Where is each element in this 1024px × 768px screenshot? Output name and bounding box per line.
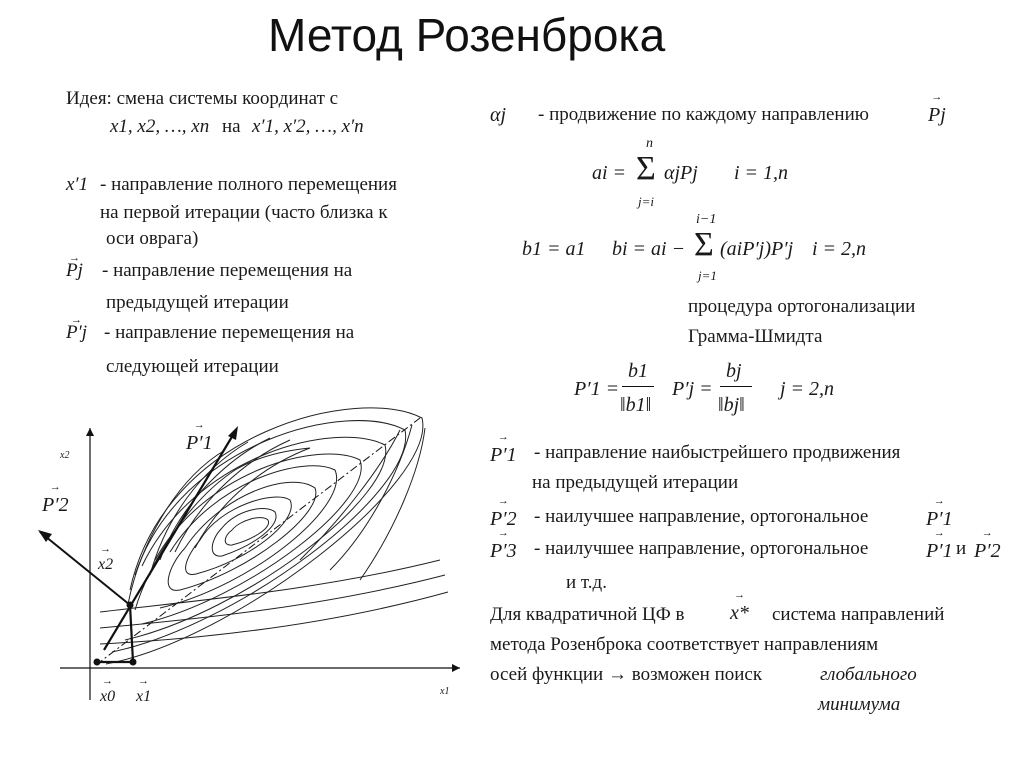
formula-a-range: i = 1,n [734,162,789,184]
final-2: метода Розенброка соответствует направлениям [490,634,879,655]
norm-p1-num: b1 [628,360,648,382]
final-3b: глобального [820,664,917,685]
x1prime-desc-1: - направление полного перемещения [100,174,397,195]
final-1b: → x* [730,602,749,625]
label-x0: → x0 [100,688,115,706]
axis-x-label: x1 [440,686,450,697]
norm-pj-num: bj [726,360,742,382]
label-p2: → P′2 [42,494,69,517]
pjprime-desc-1: - направление перемещения на [104,322,355,343]
etc: и т.д. [566,572,607,593]
formula-a-term: αjPj [664,162,698,184]
final-1c: система направлений [772,604,945,625]
norm-p1-fracbar [622,386,654,387]
x1prime-symbol: x′1 [66,174,89,195]
formula-bi-lhs: bi = ai − [612,238,686,260]
p2-symbol: → P′2 [490,508,517,531]
alpha-symbol: αj [490,104,507,126]
norm-p1-den: ‖b1‖ [620,394,652,416]
p1-arrowhead [228,426,238,440]
norm-pj-fracbar [720,386,752,387]
final-3a: осей функции → возможен поиск [490,664,763,685]
formula-a-lhs: ai = [592,162,627,184]
point-x1 [130,659,137,666]
final-4: минимума [818,694,901,715]
p1-desc-2: на предыдущей итерации [532,472,739,493]
pj-symbol: → Pj [66,260,83,282]
point-x2 [127,602,134,609]
pj-desc-1: - направление перемещения на [102,260,353,281]
p2-ref: → P′1 [926,508,953,531]
p3-ref1: → P′1 [926,540,953,563]
p3-ref2: → P′2 [974,540,1001,563]
contour-lines [100,408,448,664]
p2-vector [40,532,130,605]
norm-pj-lhs: P′j = [672,378,713,400]
x1prime-desc-2: на первой итерации (часто близка к [100,202,388,223]
p2-desc: - наилучшее направление, ортогональное [534,506,869,527]
idea-vars-to: x′1, x′2, …, x′n [252,116,364,137]
y-axis-arrow [86,428,94,436]
alpha-desc: - продвижение по каждому направлению [538,104,869,125]
formula-a-sum-top: n [646,136,653,151]
label-x2: → x2 [98,556,113,574]
pjprime-desc-2: следующей итерации [106,356,279,377]
axis-y-label: x2 [60,450,70,461]
p1-vector [104,430,236,650]
norm-range: j = 2,n [780,378,835,400]
pj-desc-2: предыдущей итерации [106,292,289,313]
x-axis-arrow [452,664,460,672]
p3-symbol: → P′3 [490,540,517,563]
valley-axis-line [96,418,420,665]
formula-a-sum-bot: j=i [638,194,654,209]
norm-p1-lhs: P′1 = [574,378,620,400]
formula-bi-sum: Σ [694,226,714,263]
idea-line: Идея: смена системы координат с [66,88,339,109]
label-p1: → P′1 [186,432,213,455]
label-x1: → x1 [136,688,151,706]
formula-bi-range: i = 2,n [812,238,867,260]
point-x0 [94,659,101,666]
x1prime-desc-3: оси оврага) [106,228,199,249]
gs-line-1: процедура ортогонализации [688,296,916,317]
idea-vars-from: x1, x2, …, xn [110,116,210,137]
formula-bi-sum-bot: j=1 [698,268,717,283]
gs-line-2: Грамма-Шмидта [688,326,823,347]
norm-pj-den: ‖bj‖ [718,394,745,416]
formula-bi-term: (aiP′j)P′j [720,238,794,260]
formula-bi-sum-top: i−1 [696,212,717,227]
formula-a-sum: Σ [636,150,656,187]
pjprime-symbol: → P′j [66,322,87,344]
idea-on: на [222,116,241,137]
formula-b1: b1 = a1 [522,238,586,260]
p1-desc-1: - направление наибыстрейшего продвижения [534,442,901,463]
p3-desc: - наилучшее направление, ортогональное [534,538,869,559]
page-title: Метод Розенброка [268,9,666,61]
alpha-dir: → Pj [928,104,946,127]
p3-and: и [956,538,967,559]
p1-symbol: → P′1 [490,444,517,467]
final-1a: Для квадратичной ЦФ в [490,604,685,625]
